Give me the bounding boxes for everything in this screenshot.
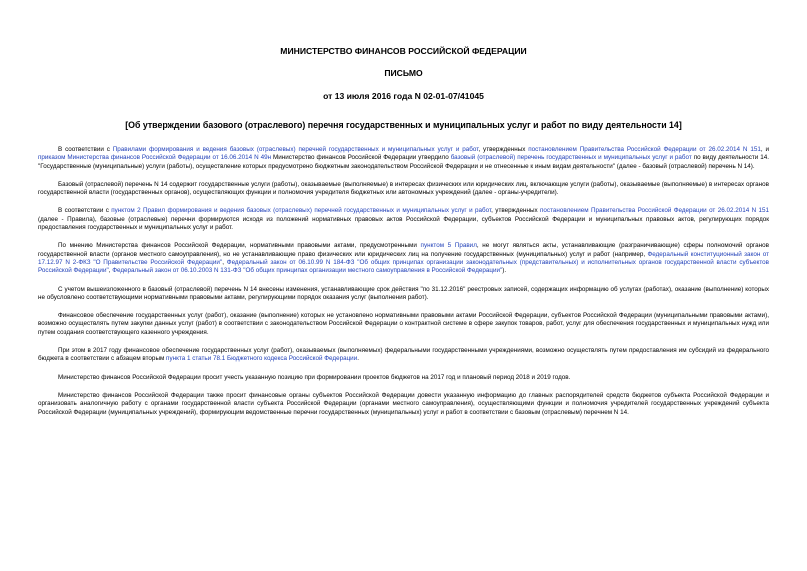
paragraph-text: , утвержденных [491, 207, 541, 215]
legal-reference-link[interactable]: Федеральный конституционный закон от 17.12.97 N 2-ФКЗ "О Правительстве Российской Федерации" [38, 250, 769, 266]
legal-reference-link[interactable]: приказом Министерства финансов Российской Федерации от 16.06.2014 N 49н [38, 154, 272, 162]
legal-reference-link[interactable]: базовый (отраслевой) перечень государственных и муниципальных услуг и работ [450, 154, 692, 162]
paragraph-text: Министерство финансов Российской Федерации утвердило [271, 154, 451, 162]
document-title: [Об утверждении базового (отраслевого) перечня государственных и муниципальных услуг и работ по виду деятельности 14] [125, 120, 682, 130]
paragraph-text: , [222, 258, 227, 266]
document-type: ПИСЬМО [384, 68, 423, 78]
paragraph-text: , и [760, 146, 769, 153]
body-paragraph [38, 312, 769, 337]
paragraph-text: Министерство финансов Российской Федерации также просит финансовые органы субъектов Российской Федерации довести указанную информацию до главных распорядителей средств бюджетов субъекта Российской Федерации и организовать аналогичную работу с органами государственной власти субъекта Российской Федерации (органами местного самоуправления), осуществляющими функции и полномочия учредителей государственных учреждений субъекта Российской Федерации (муниципальных учреждений), формирующим ведомственные перечни государственных (муниципальных) услуг и работ в соответствии с базовым (отраслевым) перечнем N 14. [38, 391, 769, 416]
paragraph-text: (далее - Правила), базовые (отраслевые) перечни формируются исходя из положений нормативных правовых актов Российской Федерации, субъектов Российской Федерации и муниципальных правовых актов, регулирующих порядок предоставления государственных и муниципальных услуг и работ. [38, 215, 769, 232]
document-body [38, 146, 769, 417]
ministry-heading: МИНИСТЕРСТВО ФИНАНСОВ РОССИЙСКОЙ ФЕДЕРАЦИИ [280, 46, 527, 56]
body-paragraph [38, 207, 769, 232]
paragraph-text: , утвержденных [478, 146, 529, 153]
legal-reference-link[interactable]: постановлением Правительства Российской Федерации от 26.02.2014 N 151 [540, 207, 770, 215]
paragraph-text: Базовый (отраслевой) перечень N 14 содержит государственные услуги (работы), оказываемые (выполняемые) в интересах физических или юридических лиц, включающие услуги (работы), оказываемые (выполняемые) в интересах органов государственной власти (государственных органов), осуществляющих функции и полномочия учредителя бюджетных или автономных учреждений (далее - органы-учредители). [38, 180, 769, 197]
paragraph-text: Министерство финансов Российской Федерации просит учесть указанную позицию при формировании проектов бюджетов на 2017 год и плановый период 2018 и 2019 годов. [58, 373, 571, 381]
paragraph-text: , не могут являться акты, устанавливающие (разграничивающие) сферы полномочий органов государственной власти (органов местного самоуправления), но не устанавливающие право физических или юридических лиц на получение государственных (муниципальных) услуг и работ (например, [38, 242, 769, 258]
body-paragraph [38, 286, 769, 303]
paragraph-text: При этом в 2017 году финансовое обеспечение государственных услуг (работ), оказываемых (выполняемых) федеральными государственными учреждениями, возможно осуществлять путем предоставления им субсидий из федерального бюджета в соответствии с абзацем вторым [38, 347, 769, 363]
paragraph-text: В соответствии с [58, 146, 113, 153]
legal-reference-link[interactable]: Федеральный закон от 06.10.99 N 184-ФЗ "Об общих принципах организации законодательных (представительных) и исполнительных органов государственной власти субъектов Российской Федерации" [38, 258, 770, 275]
body-paragraph [38, 392, 769, 417]
legal-reference-link[interactable]: постановлением Правительства Российской Федерации от 26.02.2014 N 151 [528, 146, 761, 153]
paragraph-text: по виду деятельности 14. "Государственные (муниципальные) услуги (работы), осуществление которых предусмотрено бюджетным законодательством Российской Федерации и не отнесенные к иным видам деятельности" (далее - базовый (отраслевой) перечень N 14). [38, 154, 769, 170]
legal-reference-link[interactable]: пункта 1 статьи 78.1 Бюджетного кодекса Российской Федерации [166, 355, 358, 363]
paragraph-text: В соответствии с [58, 207, 112, 215]
paragraph-text: , [108, 267, 113, 275]
body-paragraph [38, 242, 769, 275]
legal-reference-link[interactable]: пунктом 2 Правил формирования и ведения базовых (отраслевых) перечней государственных и муниципальных услуг и работ [111, 207, 492, 215]
body-paragraph [38, 347, 769, 364]
legal-reference-link[interactable]: Правилами формирования и ведения базовых (отраслевых) перечней государственных и муниципальных услуг и работ [112, 146, 479, 153]
paragraph-text: ). [502, 267, 507, 275]
body-paragraph [38, 181, 769, 198]
paragraph-text: С учетом вышеизложенного в базовый (отраслевой) перечень N 14 внесены изменения, устанавливающие срок действия "по 31.12.2016" реестровых записей, содержащих информацию об услугах (работах), оказание (выполнение) которых не обусловлено соответствующими нормативными правовыми актами, регулирующими порядок оказания услуг (выполнения работ). [38, 285, 769, 301]
body-paragraph [38, 146, 769, 171]
legal-reference-link[interactable]: Федеральный закон от 06.10.2003 N 131-ФЗ "Об общих принципах организации местного самоуправления в Российской Федерации" [112, 267, 503, 275]
body-paragraph [38, 374, 769, 382]
paragraph-text: Финансовое обеспечение государственных услуг (работ), оказание (выполнение) которых не установлено нормативными правовыми актами Российской Федерации, субъектов Российской Федерации (муниципальными правовыми актами), возможно осуществлять путем закупки данных услуг (работ) в соответствии с законодательством Российской Федерации о контрактной системе в сфере закупок товаров, работ, услуг для обеспечения государственных и муниципальных нужд или путем создания соответствующего казенного учреждения. [38, 312, 769, 336]
document-date-number: от 13 июля 2016 года N 02-01-07/41045 [323, 91, 484, 101]
legal-reference-link[interactable]: пунктом 5 Правил [420, 242, 477, 250]
paragraph-text: По мнению Министерства финансов Российской Федерации, нормативными правовыми актами, предусмотренными [58, 242, 421, 250]
paragraph-text: . [357, 355, 359, 363]
